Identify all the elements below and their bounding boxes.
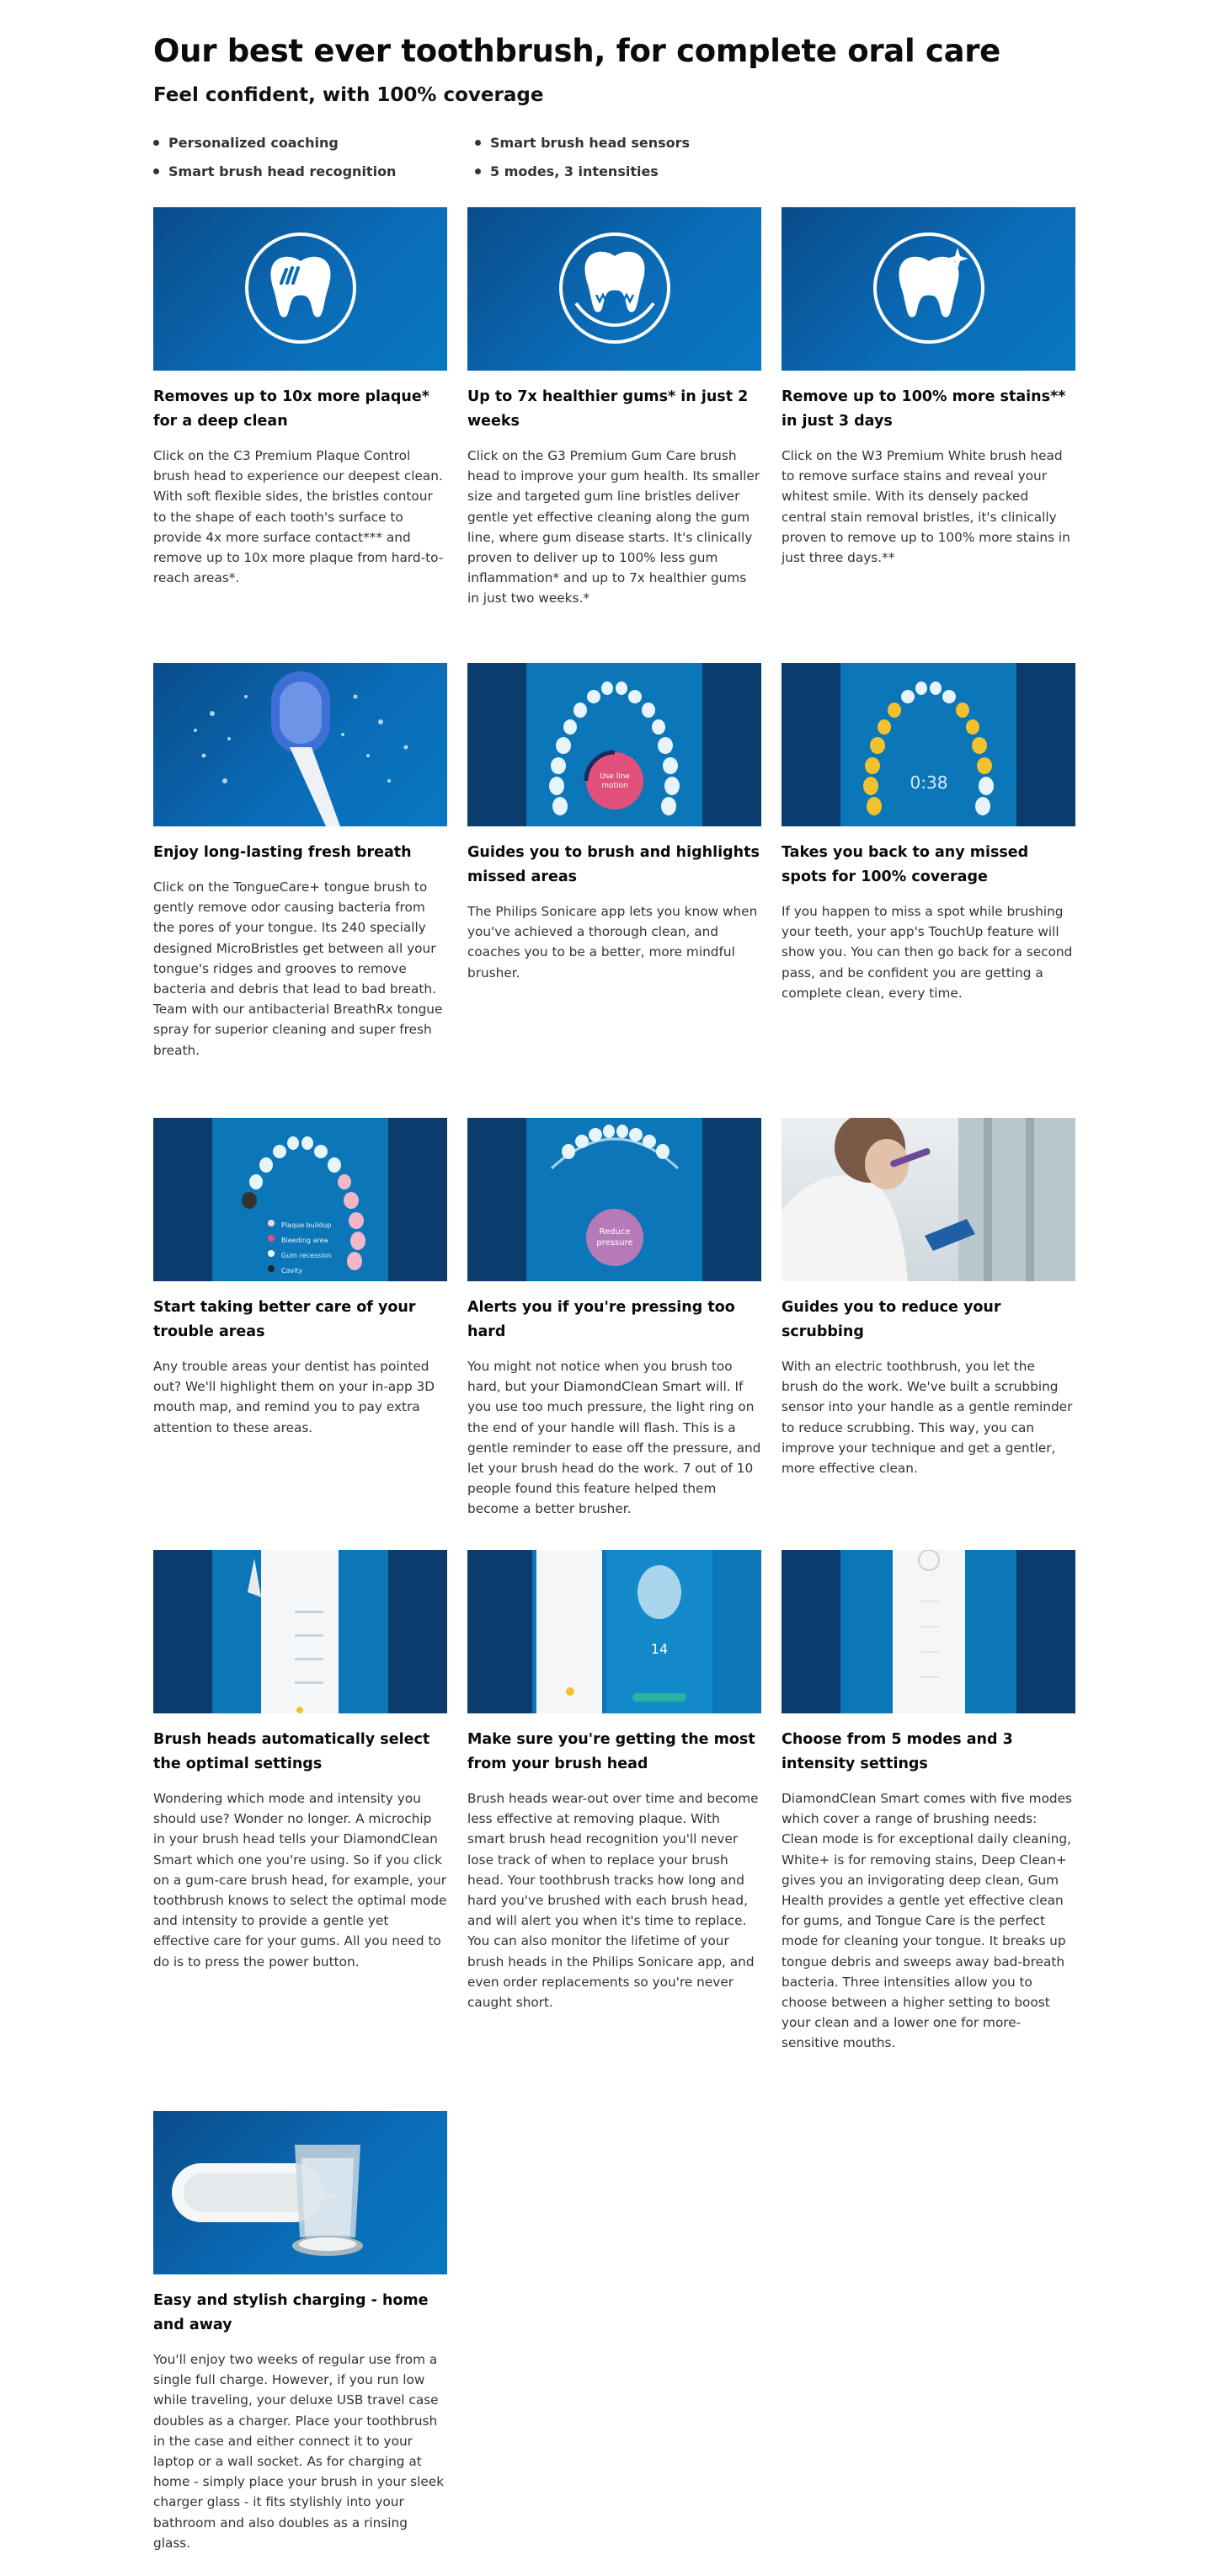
feature-card-touchup (782, 663, 1075, 1061)
tooth-gum-icon (467, 207, 761, 371)
bullet-item: Personalized coaching (153, 133, 475, 152)
feature-title: Alerts you if you're pressing too hard (467, 1299, 735, 1340)
page-title: Our best ever toothbrush, for complete oral care (153, 33, 1000, 69)
feature-description: Any trouble areas your dentist has pointed out? We'll highlight them on your in-app 3D mouth map, and remind you to pay extra attention to these areas. (153, 1359, 435, 1435)
legend-item: Cavity (281, 1267, 303, 1275)
feature-row (153, 663, 1075, 1061)
bullet-item: Smart brush head sensors (475, 133, 797, 152)
feature-description: You might not notice when you brush too hard, but your DiamondClean Smart will. If you use too much pressure, the light ring on the end of your handle will flash. This is a gentle reminder to ease off the pressure, and let your brush head do the work. 7 out of 10 people found this feature helped them become a better brusher. (467, 1359, 761, 1517)
handle-modes-icon (153, 1550, 447, 1713)
feature-card-scrubbing (782, 1118, 1075, 1520)
tongue-brush-icon (153, 663, 447, 826)
feature-title: Start taking better care of your trouble areas (153, 1299, 416, 1340)
feature-title: Brush heads automatically select the optimal settings (153, 1731, 430, 1772)
feature-card-trouble (153, 1118, 447, 1520)
tooth-sparkle-icon (782, 207, 1075, 371)
feature-description: Click on the C3 Premium Plaque Control brush head to experience our deepest clean. With soft flexible sides, the bristles contour to the shape of each tooth's surface to provide 4x more surface contact*** and remove up to 10x more plaque from hard-to-reach areas*. (153, 448, 444, 586)
charger-glass-icon (153, 2111, 447, 2274)
feature-card-breath (153, 663, 447, 1061)
feature-description: Brush heads wear-out over time and become less effective at removing plaque. With smart brush head recognition you'll never lose track of when to replace your brush head. Your toothbrush tracks how long and hard you've brushed with each brush head, and will alert you when it's time to replace. You can also monitor the lifetime of your brush heads in the Philips Sonicare app, and even order replacements so you're never caught short. (467, 1791, 759, 2011)
feature-title: Choose from 5 modes and 3 intensity settings (782, 1731, 1013, 1772)
feature-description: Click on the W3 Premium White brush head to remove surface stains and reveal your whitest smile. With its densely packed central stain removal bristles, it's clinically proven to remove up to 100% more stains in just three days.** (782, 448, 1070, 566)
scrubbing-photo-icon (782, 1118, 1075, 1281)
app-overlay-text: Use line motion (600, 772, 630, 790)
feature-description: Click on the TongueCare+ tongue brush to gently remove odor causing bacteria from the pores of your tongue. Its 240 specially designed MicroBristles get between all your tongue's ridges and grooves to remove bacteria and debris that lead to bad breath. Team with our antibacterial BreathRx tongue spray for superior cleaning and super fresh breath. (153, 879, 443, 1058)
handle-intensity-icon (782, 1550, 1075, 1713)
pressure-overlay-text: Reduce pressure (596, 1227, 633, 1248)
mouth-map-icon (153, 1118, 447, 1281)
feature-bullet-list (153, 133, 1227, 180)
bullet-dot-icon (475, 140, 481, 146)
feature-description: With an electric toothbrush, you let the brush do the work. We've built a scrubbing sensor into your handle as a gentle reminder to reduce scrubbing. This way, you can improve your technique and get a gentler, more effective clean. (782, 1359, 1073, 1477)
feature-title: Removes up to 10x more plaque* for a deep clean (153, 388, 429, 430)
feature-description: DiamondClean Smart comes with five modes which cover a range of brushing needs: Clean mode is for exceptional daily cleaning, White+ is for removing stains, Deep Clean+ gives you an invigorating deep clean, Gum Health provides a gentle yet effective clean for gums, and Tongue Care is the perfect mode for cleaning your tongue. It breaks up tongue debris and sweeps away bad-breath bacteria. Three intensities allow you to choose between a higher setting to boost your clean and a lower one for more-sensitive mouths. (782, 1791, 1073, 2051)
touchup-icon (782, 663, 1075, 826)
feature-card-brush-head (467, 1550, 761, 2054)
bullet-item: 5 modes, 3 intensities (475, 162, 797, 180)
feature-row (153, 1118, 1075, 1520)
feature-card-pressure (467, 1118, 761, 1520)
bullet-dot-icon (475, 168, 481, 174)
app-guide-icon (467, 663, 761, 826)
feature-card-charging (153, 2111, 447, 2553)
feature-description: Wondering which mode and intensity you should use? Wonder no longer. A microchip in your brush head tells your DiamondClean Smart which one you're using. So if you click on a gum-care brush head, for example, your toothbrush knows to select the optimal mode and intensity to provide a gentle yet effective care for your gums. All you need to do is to press the power button. (153, 1791, 447, 1969)
feature-card-plaque (153, 207, 447, 609)
feature-description: If you happen to miss a spot while brushing your teeth, your app's TouchUp feature will show you. You can then go back for a second pass, and be confident you are getting a complete clean, every time. (782, 904, 1073, 1001)
feature-title: Enjoy long-lasting fresh breath (153, 844, 412, 861)
feature-description: You'll enjoy two weeks of regular use from a single full charge. However, if you run low while traveling, your deluxe USB travel case doubles as a charger. Place your toothbrush in the case and either connect it to your laptop or a wall socket. As for charging at home - simply place your brush in your sleek charger glass - it fits stylishly into your bathroom and also doubles as a rinsing glass. (153, 2352, 445, 2551)
bullet-dot-icon (153, 140, 159, 146)
brush-head-app-icon (467, 1550, 761, 1713)
legend-item: Plaque buildup (281, 1221, 332, 1229)
feature-row (153, 1550, 1075, 2054)
feature-title: Up to 7x healthier gums* in just 2 weeks (467, 388, 749, 430)
tooth-plaque-icon (153, 207, 447, 371)
pressure-icon (467, 1118, 761, 1281)
feature-title: Make sure you're getting the most from your brush head (467, 1731, 755, 1772)
legend-item: Gum recession (281, 1252, 332, 1259)
feature-title: Easy and stylish charging - home and away (153, 2292, 429, 2333)
feature-title: Remove up to 100% more stains** in just 3 days (782, 388, 1066, 430)
feature-card-gums (467, 207, 761, 609)
feature-title: Guides you to brush and highlights missed areas (467, 844, 760, 885)
brush-head-days-text: 14 (650, 1641, 669, 1657)
app-timer-text: 0:38 (910, 772, 948, 793)
feature-row (153, 207, 1075, 609)
feature-card-auto-settings (153, 1550, 447, 2054)
feature-title: Guides you to reduce your scrubbing (782, 1299, 1001, 1340)
legend-item: Bleeding area (281, 1237, 328, 1244)
bullet-dot-icon (153, 168, 159, 174)
bullet-item: Smart brush head recognition (153, 162, 475, 180)
feature-row (153, 2111, 447, 2553)
feature-card-stains (782, 207, 1075, 609)
feature-description: Click on the G3 Premium Gum Care brush head to improve your gum health. Its smaller size and targeted gum line bristles deliver gentle yet effective cleaning along the gum line, where gum disease starts. It's clinically proven to deliver up to 100% less gum inflammation* and up to 7x healthier gums in just two weeks.* (467, 448, 760, 607)
feature-description: The Philips Sonicare app lets you know when you've achieved a thorough clean, and coaches you to be a better, more mindful brusher. (467, 904, 758, 981)
page-subtitle: Feel confident, with 100% coverage (153, 84, 544, 106)
feature-title: Takes you back to any missed spots for 100% coverage (782, 844, 1029, 885)
feature-card-guide (467, 663, 761, 1061)
feature-card-modes (782, 1550, 1075, 2054)
